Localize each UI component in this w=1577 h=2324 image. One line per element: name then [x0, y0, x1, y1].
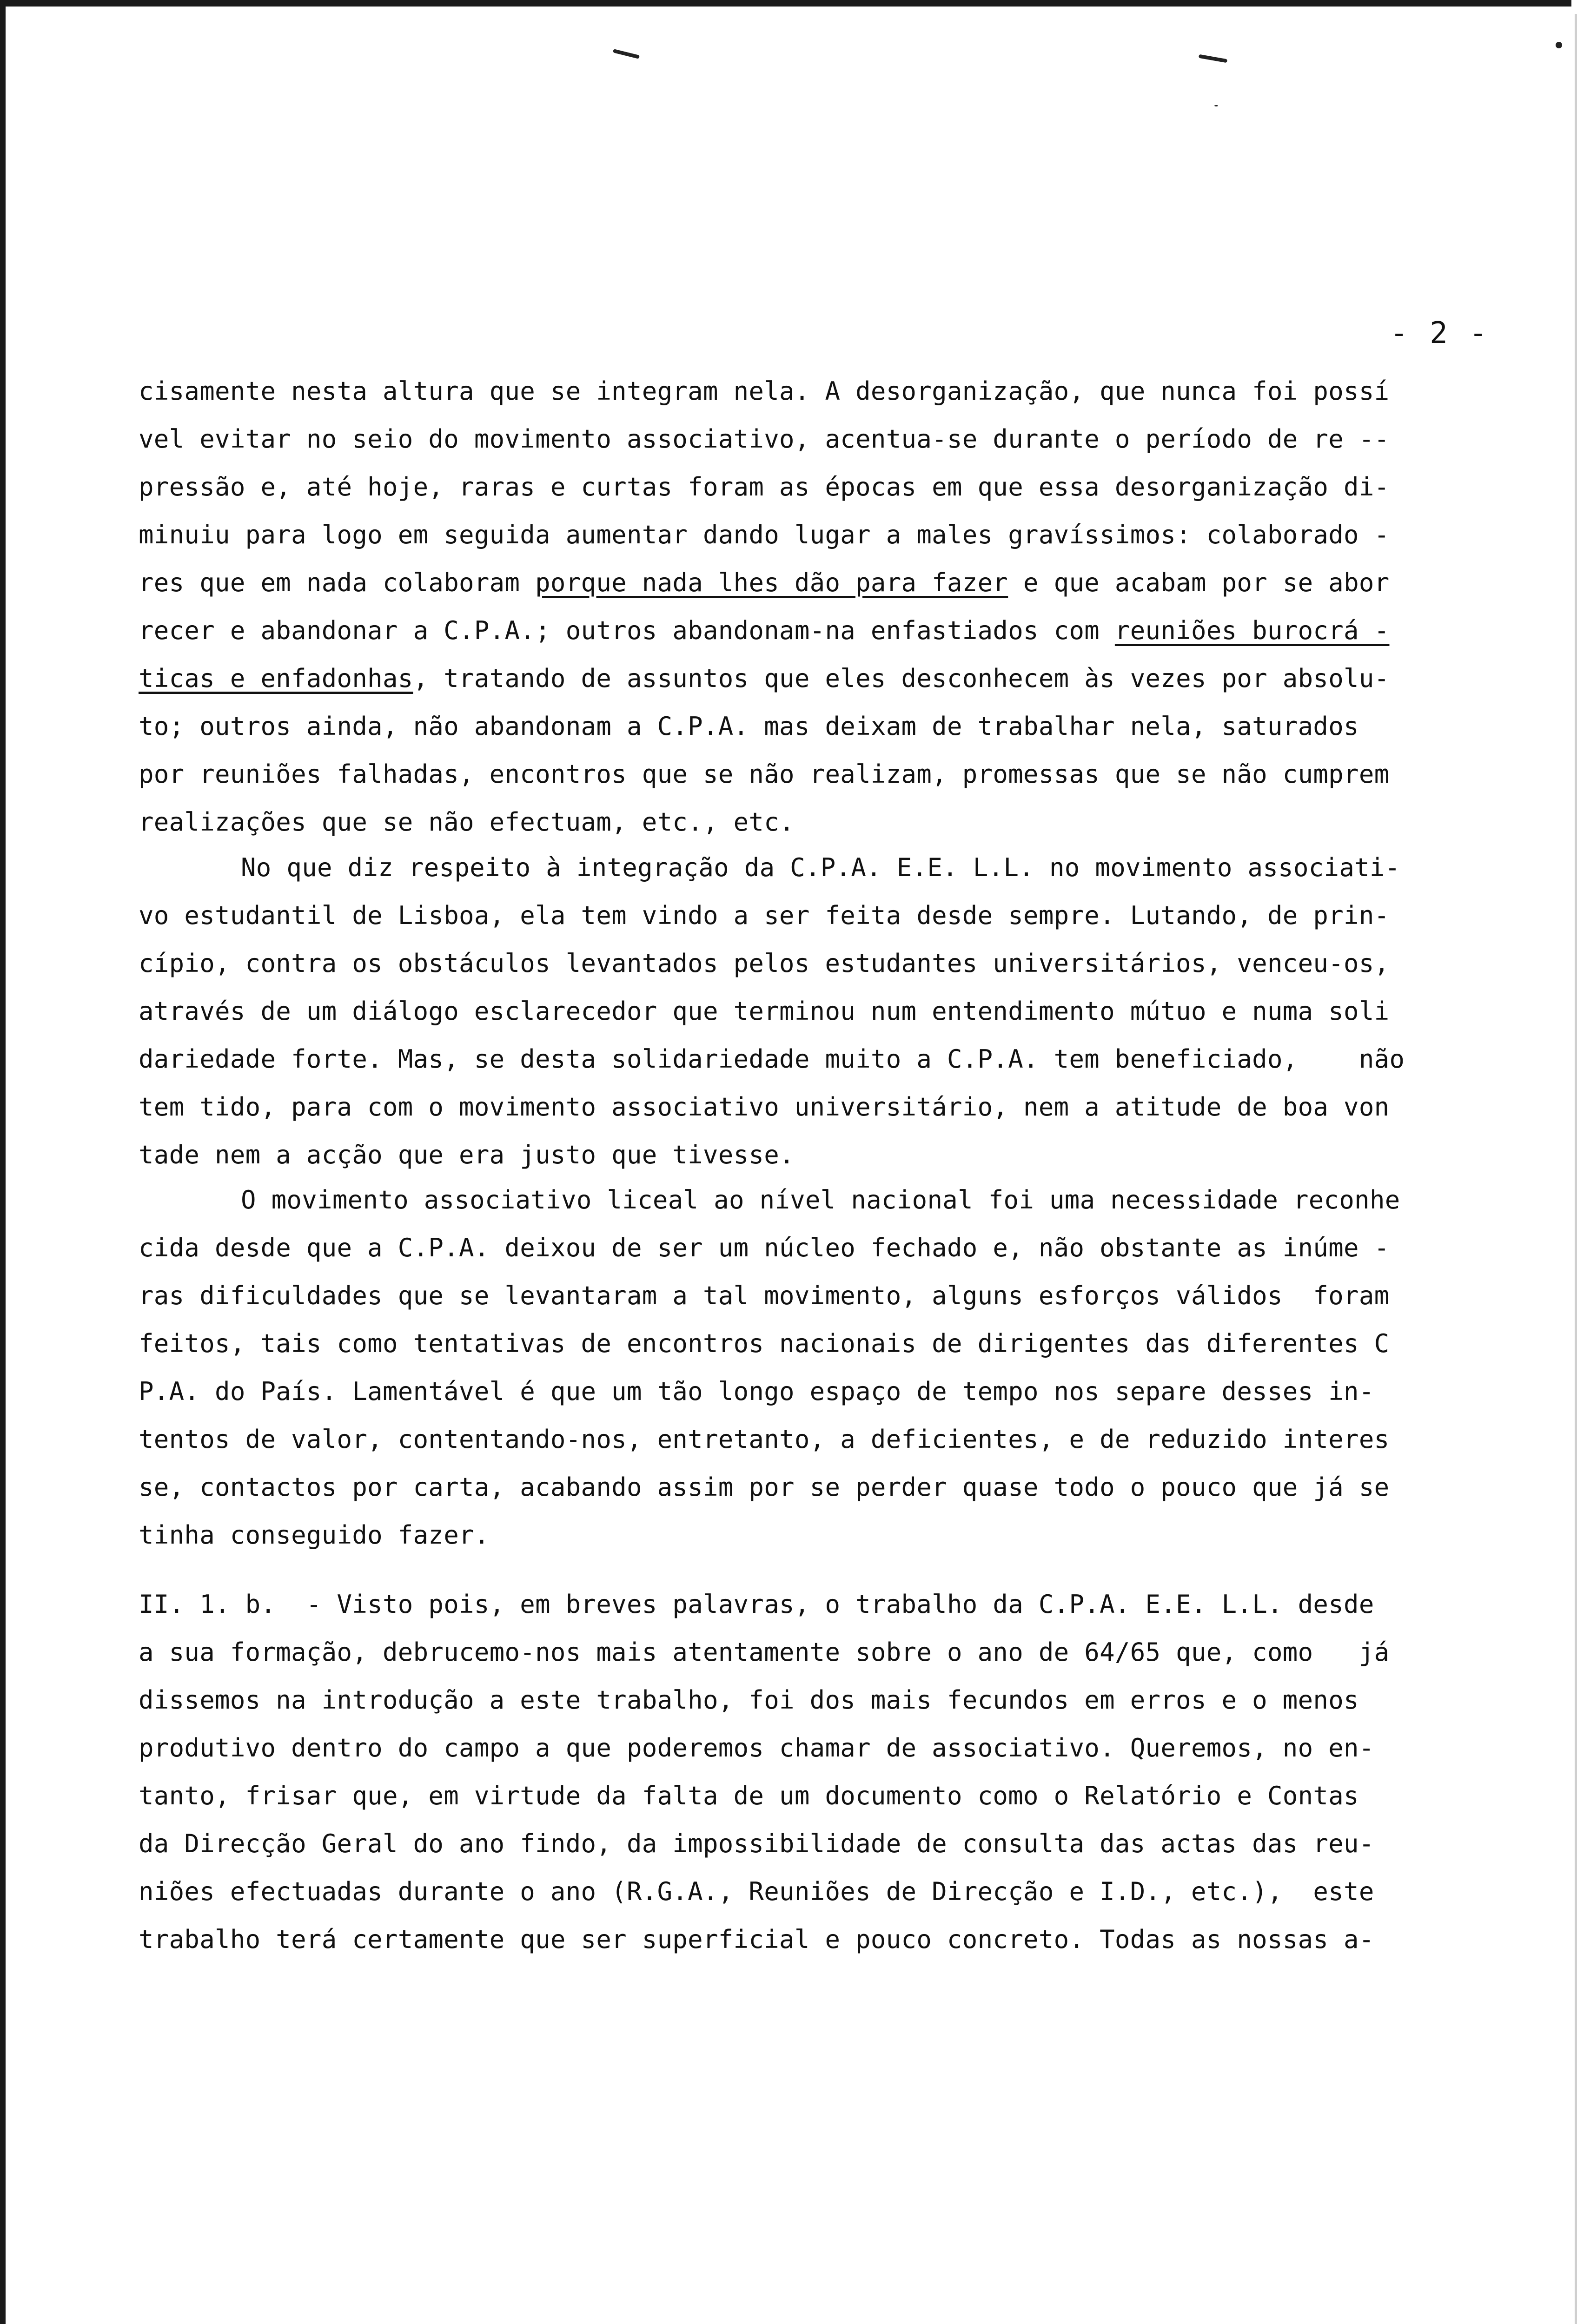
text-line: trabalho terá certamente que ser superficial e pouco concreto. Todas as nossas a-: [139, 1925, 1374, 1954]
text-line: tade nem a acção que era justo que tivesse.: [139, 1140, 795, 1169]
section-heading: II. 1. b. -: [139, 1590, 322, 1619]
scan-top-edge: [5, 0, 1571, 7]
underlined-phrase: reuniões burocrá -: [1114, 616, 1390, 645]
text-line: feitos, tais como tentativas de encontros nacionais de dirigentes das diferentes C: [139, 1329, 1390, 1358]
text-line: se, contactos por carta, acabando assim por se perder quase todo o pouco que já se: [139, 1472, 1390, 1502]
text-line: da Direcção Geral do ano findo, da impossibilidade de consulta das actas das reu-: [139, 1829, 1374, 1858]
text-line: vel evitar no seio do movimento associativo, acentua-se durante o período de re --: [139, 424, 1390, 454]
text-line: ras dificuldades que se levantaram a tal movimento, alguns esforços válidos foram: [139, 1281, 1390, 1310]
paragraph-3: [139, 1176, 1496, 1559]
text-line: a sua formação, debrucemo-nos mais atentamente sobre o ano de 64/65 que, como já: [139, 1637, 1390, 1667]
text-line: pressão e, até hoje, raras e curtas foram as épocas em que essa desorganização di-: [139, 472, 1390, 502]
text-line: realizações que se não efectuam, etc., etc.: [139, 807, 795, 837]
page-number: - 2 -: [1390, 316, 1489, 350]
text-run: , tratando de assuntos que eles desconhecem às vezes por absolu-: [413, 664, 1390, 693]
text-line: dariedade forte. Mas, se desta solidariedade muito a C.P.A. tem beneficiado, não: [139, 1044, 1405, 1074]
scan-speck: [1214, 105, 1218, 106]
text-line: niões efectuadas durante o ano (R.G.A., Reuniões de Direcção e I.D., etc.), este: [139, 1877, 1374, 1906]
text-run: e que acabam por se abor: [1008, 568, 1390, 597]
text-line: tem tido, para com o movimento associativo universitário, nem a atitude de boa von: [139, 1092, 1390, 1122]
scan-right-edge: [1575, 14, 1577, 2324]
text-line: produtivo dentro do campo a que poderemos chamar de associativo. Queremos, no en-: [139, 1733, 1374, 1763]
text-run: res que em nada colaboram: [139, 568, 536, 597]
text-line: No que diz respeito à integração da C.P.A. E.E. L.L. no movimento associati-: [241, 853, 1400, 882]
section-ii-1-b: [139, 1580, 1496, 1963]
text-line: cípio, contra os obstáculos levantados pelos estudantes universitários, venceu-os,: [139, 949, 1390, 978]
text-line: através de um diálogo esclarecedor que terminou num entendimento mútuo e numa soli: [139, 997, 1390, 1026]
text-line: [139, 1580, 1496, 1628]
scan-left-edge: [0, 0, 6, 2324]
scan-mark: [1199, 54, 1227, 63]
text-line: to; outros ainda, não abandonam a C.P.A. mas deixam de trabalhar nela, saturados: [139, 712, 1359, 741]
text-line: [139, 607, 1496, 654]
paragraph-2: [139, 844, 1496, 1179]
text-run: recer e abandonar a C.P.A.; outros abandonam-na enfastiados com: [139, 616, 1115, 645]
text-line: tanto, frisar que, em virtude da falta de um documento como o Relatório e Contas: [139, 1781, 1359, 1810]
text-line: cida desde que a C.P.A. deixou de ser um núcleo fechado e, não obstante as inúme -: [139, 1233, 1390, 1262]
text-run: Visto pois, em breves palavras, o trabalho da C.P.A. E.E. L.L. desde: [337, 1590, 1374, 1619]
text-line: tinha conseguido fazer.: [139, 1520, 490, 1550]
text-line: minuiu para logo em seguida aumentar dando lugar a males gravíssimos: colaborado -: [139, 520, 1390, 549]
text-line: [139, 654, 1496, 702]
text-line: tentos de valor, contentando-nos, entretanto, a deficientes, e de reduzido interes: [139, 1425, 1390, 1454]
scan-speck: [1556, 42, 1562, 48]
paragraph-1: [139, 367, 1496, 846]
text-line: cisamente nesta altura que se integram nela. A desorganização, que nunca foi possí: [139, 376, 1390, 406]
text-line: dissemos na introdução a este trabalho, foi dos mais fecundos em erros e o menos: [139, 1685, 1359, 1715]
text-line: P.A. do País. Lamentável é que um tão longo espaço de tempo nos separe desses in-: [139, 1377, 1374, 1406]
text-line: vo estudantil de Lisboa, ela tem vindo a ser feita desde sempre. Lutando, de prin-: [139, 901, 1390, 930]
text-line: O movimento associativo liceal ao nível nacional foi uma necessidade reconhe: [241, 1185, 1400, 1215]
text-line: [139, 559, 1496, 607]
underlined-phrase: porque nada lhes dão para fazer: [535, 568, 1008, 597]
scan-mark: [613, 49, 640, 59]
text-line: por reuniões falhadas, encontros que se não realizam, promessas que se não cumprem: [139, 759, 1390, 789]
underlined-phrase: ticas e enfadonhas: [139, 664, 413, 693]
